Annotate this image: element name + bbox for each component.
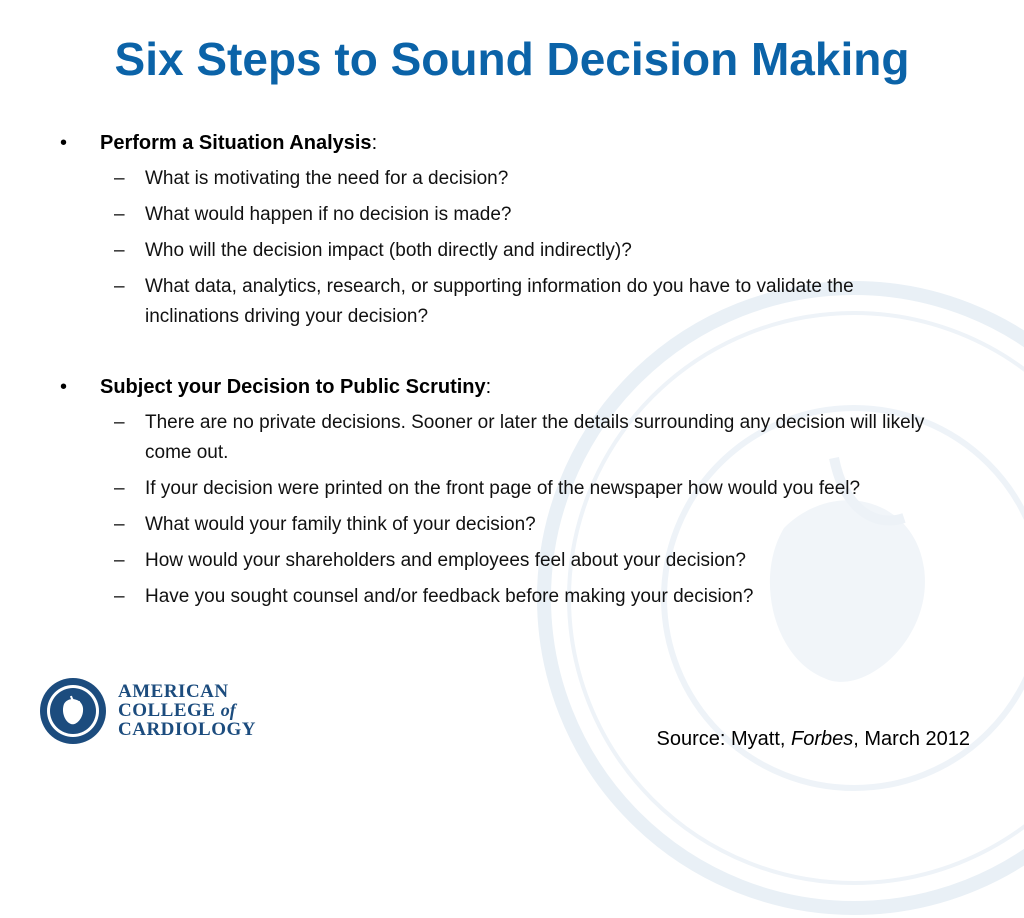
- wordmark-line-college: [118, 701, 256, 720]
- sub-item: [60, 272, 925, 332]
- bullet-colon: :: [485, 376, 492, 398]
- source-suffix: , March 2012: [853, 728, 970, 750]
- sub-item-text: What data, analytics, research, or supporting information do you have to validate the inclinations driving your decision?: [145, 276, 854, 327]
- sub-item: [60, 582, 925, 612]
- wordmark-line-american: AMERICAN: [118, 681, 229, 702]
- sub-item-text: How would your shareholders and employees feel about your decision?: [145, 550, 746, 571]
- slide-content: [60, 128, 960, 612]
- wordmark-line-cardiology: CARDIOLOGY: [118, 719, 257, 740]
- source-publication: Forbes: [791, 728, 854, 750]
- bullet-public-scrutiny: [60, 372, 960, 402]
- acc-seal-logo: [38, 676, 108, 746]
- sub-item: [60, 164, 925, 194]
- sub-item: [60, 200, 925, 230]
- dash-marker: –: [114, 204, 125, 225]
- bullet-heading: Perform a Situation Analysis: [100, 132, 372, 154]
- sub-item-text: What would your family think of your decision?: [145, 514, 536, 535]
- dash-marker: –: [114, 412, 125, 433]
- bullet-heading: Subject your Decision to Public Scrutiny: [100, 376, 486, 398]
- sub-item-text: What would happen if no decision is made?: [145, 204, 512, 225]
- dash-marker: –: [114, 514, 125, 535]
- dash-marker: –: [114, 586, 125, 607]
- section-gap: [60, 332, 960, 372]
- wordmark-of: of: [220, 700, 236, 720]
- dash-marker: –: [114, 276, 125, 297]
- slide-title: Six Steps to Sound Decision Making: [114, 33, 910, 85]
- dash-marker: –: [114, 240, 125, 261]
- dash-marker: –: [114, 550, 125, 571]
- sub-item-text: What is motivating the need for a decision?: [145, 168, 509, 189]
- sub-item: [60, 546, 925, 576]
- wordmark-college: COLLEGE: [118, 700, 216, 721]
- sub-item-text: Who will the decision impact (both directly and indirectly)?: [145, 240, 632, 261]
- bullet-situation-analysis: [60, 128, 960, 158]
- source-prefix: Source: Myatt,: [656, 728, 792, 750]
- sub-item-text: If your decision were printed on the front page of the newspaper how would you feel?: [145, 478, 861, 499]
- bullet-dot: •: [60, 132, 68, 154]
- sub-item: [60, 510, 925, 540]
- sub-item: [60, 408, 925, 468]
- sub-item: [60, 474, 925, 504]
- acc-wordmark: [118, 682, 256, 739]
- source-citation: [657, 728, 970, 751]
- bullet-dot: •: [60, 376, 68, 398]
- dash-marker: –: [114, 168, 125, 189]
- dash-marker: –: [114, 478, 125, 499]
- sub-item-text: Have you sought counsel and/or feedback before making your decision?: [145, 586, 754, 607]
- bullet-colon: :: [371, 132, 378, 154]
- sub-item: [60, 236, 925, 266]
- sub-item-text: There are no private decisions. Sooner or later the details surrounding any decision will likely come out.: [145, 412, 925, 463]
